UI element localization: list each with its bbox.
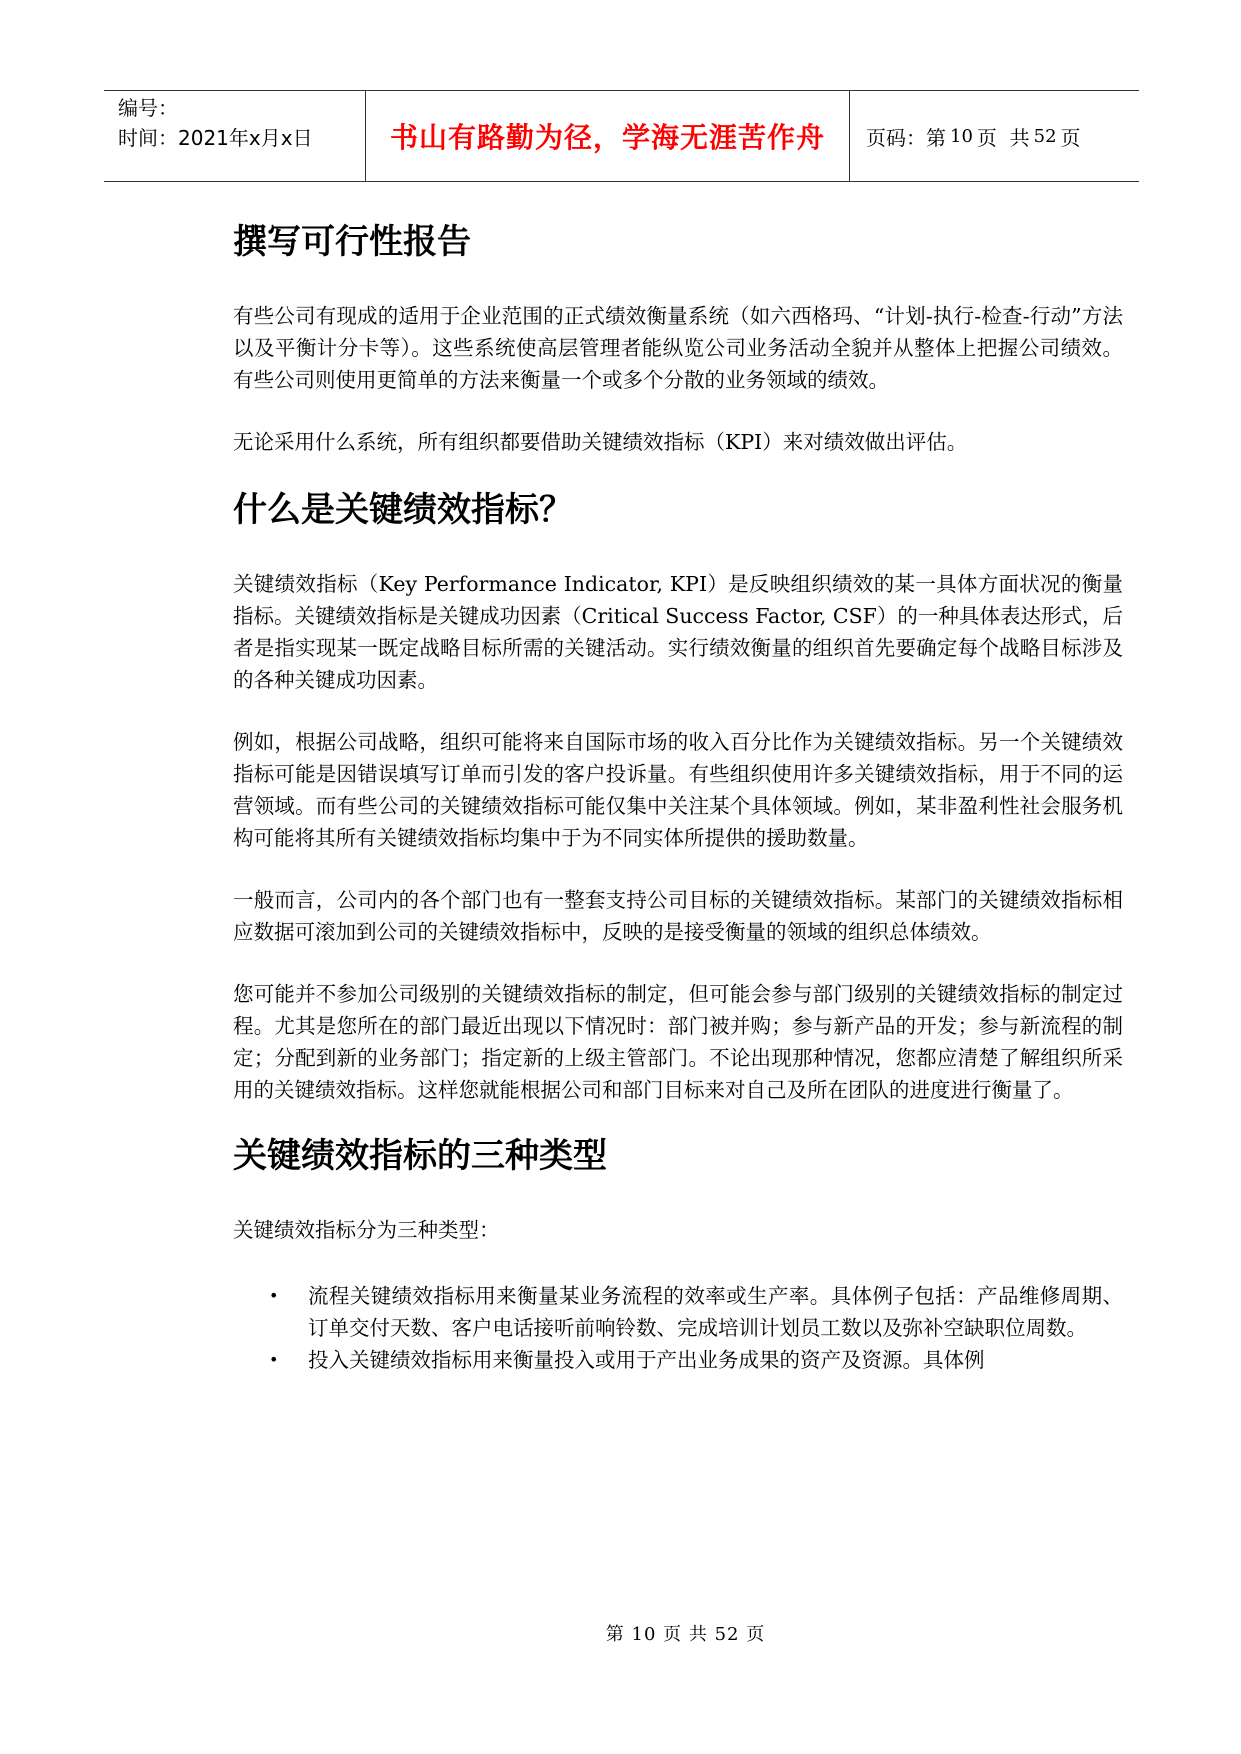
header-motto: 书山有路勤为径，学海无涯苦作舟 [389, 121, 825, 154]
section-heading: 关键绩效指标的三种类型 [233, 1136, 607, 1176]
paragraph: 无论采用什么系统，所有组织都要借助关键绩效指标（KPI）来对绩效做出评估。 [233, 430, 968, 454]
page-header [104, 90, 1139, 182]
page-prefix: 页码：第 [866, 125, 946, 150]
page-total: 52 [1033, 125, 1057, 147]
document-number-label: 编号： [118, 96, 178, 120]
list-item-text: 投入关键绩效指标用来衡量投入或用于产出业务成果的资产及资源。具体例 [308, 1348, 985, 1372]
paragraph: 您可能并不参加公司级别的关键绩效指标的制定，但可能会参与部门级别的关键绩效指标的制定过程。尤其是您所在的部门最近出现以下情况时：部门被并购；参与新产品的开发；参与新流程的制定；分配到新的业务部门；指定新的上级主管部门。不论出现那种情况，您都应清楚了解组织所采用的关键绩效指标。这样您就能根据公司和部门目标来对自己及所在团队的进度进行衡量了。 [233, 982, 1123, 1102]
document-date: 时间：2021年x月x日 [118, 126, 313, 150]
page-suffix: 页 [1060, 125, 1081, 150]
section-heading: 撰写可行性报告 [233, 222, 471, 262]
list-item [233, 1280, 1123, 1344]
header-meta [118, 93, 364, 153]
bullet-icon: • [269, 1350, 279, 1369]
page-footer: 第 10 页 共 52 页 [605, 1624, 766, 1645]
header-divider [849, 91, 850, 181]
page-mid: 页 共 [976, 125, 1030, 150]
paragraph: 一般而言，公司内的各个部门也有一整套支持公司目标的关键绩效指标。某部门的关键绩效指标相应数据可滚加到公司的关键绩效指标中，反映的是接受衡量的领域的组织总体绩效。 [233, 888, 1123, 944]
paragraph: 关键绩效指标（Key Performance Indicator, KPI）是反映组织绩效的某一具体方面状况的衡量指标。关键绩效指标是关键成功因素（Critical Success Factor, CSF）的一种具体表达形式，后者是指实现某一既定战略目标所需的关键活动。实行绩效衡量的组织首先要确定每个战略目标涉及的各种关键成功因素。 [233, 572, 1123, 692]
bullet-list [233, 1280, 1123, 1376]
paragraph: 关键绩效指标分为三种类型： [233, 1218, 500, 1242]
header-page-number [866, 91, 1081, 181]
list-item-text: 流程关键绩效指标用来衡量某业务流程的效率或生产率。具体例子包括：产品维修周期、订单交付天数、客户电话接听前响铃数、完成培训计划员工数以及弥补空缺职位周数。 [308, 1284, 1123, 1340]
bullet-icon: • [269, 1286, 279, 1305]
paragraph: 例如，根据公司战略，组织可能将来自国际市场的收入百分比作为关键绩效指标。另一个关键绩效指标可能是因错误填写订单而引发的客户投诉量。有些组织使用许多关键绩效指标，用于不同的运营领域。而有些公司的关键绩效指标可能仅集中关注某个具体领域。例如，某非盈利性社会服务机构可能将其所有关键绩效指标均集中于为不同实体所提供的援助数量。 [233, 730, 1123, 850]
document-body [233, 212, 1123, 1376]
paragraph: 有些公司有现成的适用于企业范围的正式绩效衡量系统（如六西格玛、“计划-执行-检查-行动”方法以及平衡计分卡等）。这些系统使高层管理者能纵览公司业务活动全貌并从整体上把握公司绩效。有些公司则使用更简单的方法来衡量一个或多个分散的业务领域的绩效。 [233, 304, 1123, 392]
section-heading: 什么是关键绩效指标？ [233, 490, 573, 530]
list-item [233, 1344, 1123, 1376]
page-current: 10 [950, 125, 973, 147]
